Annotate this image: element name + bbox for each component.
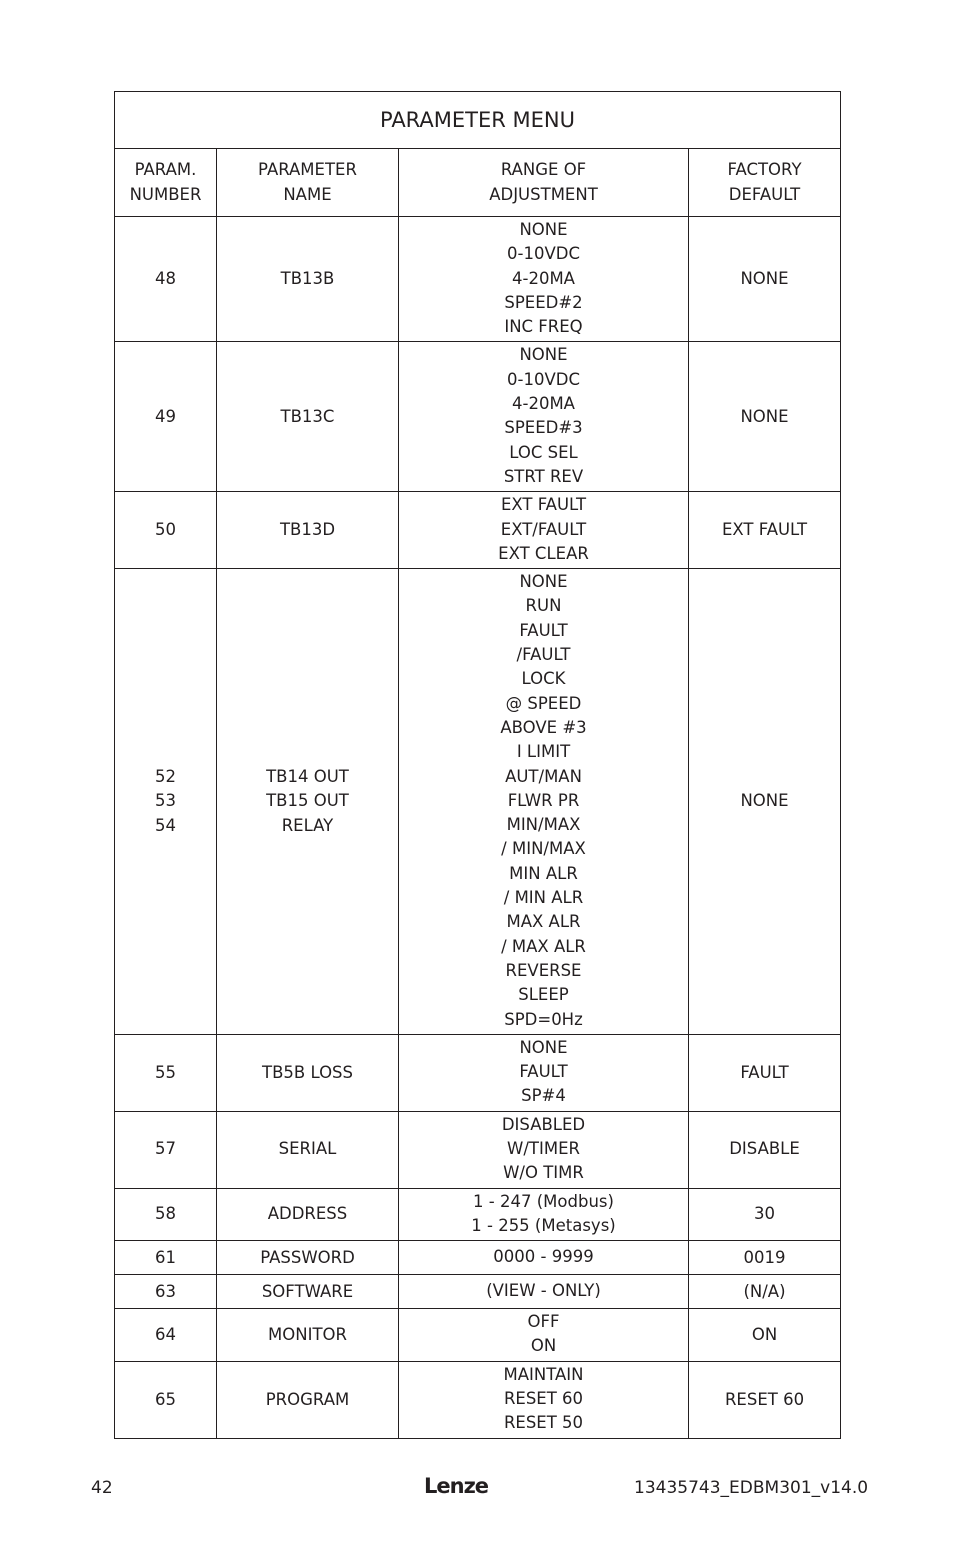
- param-name-cell: [217, 1241, 399, 1275]
- header-line: RANGE OF: [500, 160, 587, 180]
- table-row: [115, 1361, 841, 1438]
- param-number-cell-line: 54: [155, 815, 176, 835]
- range-cell-line: W/TIMER: [507, 1138, 580, 1158]
- param-number-cell: [115, 217, 217, 342]
- range-cell-line: MIN ALR: [509, 863, 578, 883]
- range-cell: [399, 342, 689, 492]
- factory-default-cell: 30: [689, 1188, 841, 1241]
- range-cell: [399, 1034, 689, 1111]
- param-number-header: [115, 149, 217, 217]
- range-cell: [399, 492, 689, 569]
- range-cell-line: 0-10VDC: [507, 244, 580, 264]
- range-cell-line: EXT/FAULT: [500, 519, 587, 539]
- param-number-cell-line: 53: [155, 791, 176, 811]
- factory-default-cell: RESET 60: [689, 1361, 841, 1438]
- range-cell-line: 1 - 247 (Modbus): [473, 1191, 614, 1211]
- table-row: [115, 1241, 841, 1275]
- header-line: PARAM.: [134, 160, 197, 180]
- param-number-cell-line: 58: [155, 1204, 176, 1224]
- param-name-cell-line: PROGRAM: [265, 1389, 350, 1409]
- param-name-cell-line: MONITOR: [268, 1324, 347, 1344]
- range-cell: [399, 1241, 689, 1275]
- range-cell-line: OFF: [527, 1312, 560, 1332]
- factory-default-cell: NONE: [689, 569, 841, 1035]
- parameter-name-header: [217, 149, 399, 217]
- param-name-cell: [217, 569, 399, 1035]
- factory-default-cell: 0019: [689, 1241, 841, 1275]
- range-cell-line: FAULT: [519, 1062, 568, 1082]
- range-cell-line: @ SPEED: [505, 693, 582, 713]
- table-row: [115, 1034, 841, 1111]
- range-cell-line: EXT CLEAR: [498, 543, 589, 563]
- factory-default-cell: (N/A): [689, 1275, 841, 1309]
- range-cell-line: I LIMIT: [516, 742, 571, 762]
- range-cell-line: RESET 60: [503, 1389, 584, 1409]
- factory-default-cell: EXT FAULT: [689, 492, 841, 569]
- lenze-logo: Lenze: [424, 1474, 489, 1498]
- table-row: [115, 342, 841, 492]
- table-row: [115, 1188, 841, 1241]
- param-number-cell-line: 65: [155, 1389, 176, 1409]
- range-cell-line: / MAX ALR: [501, 936, 586, 956]
- factory-default-cell: NONE: [689, 217, 841, 342]
- param-name-cell-line: TB13D: [279, 520, 336, 540]
- document-id: 13435743_EDBM301_v14.0: [634, 1478, 869, 1498]
- param-number-cell-line: 52: [155, 767, 176, 787]
- range-cell-line: RUN: [525, 596, 562, 616]
- range-cell-line: SP#4: [521, 1086, 566, 1106]
- param-number-cell: [115, 1275, 217, 1309]
- range-cell-line: DISABLED: [501, 1114, 586, 1134]
- header-row: [115, 149, 841, 217]
- range-cell-line: SPEED#2: [504, 292, 583, 312]
- table-row: [115, 1309, 841, 1362]
- param-number-cell-line: 57: [155, 1139, 176, 1159]
- table-row: [115, 1275, 841, 1309]
- param-number-cell-line: 49: [155, 406, 176, 426]
- table-row: [115, 1111, 841, 1188]
- table-body: [115, 217, 841, 1439]
- param-number-cell-line: 63: [155, 1281, 176, 1301]
- range-cell-line: SPD=0Hz: [504, 1009, 583, 1029]
- param-number-cell-line: 64: [155, 1324, 176, 1344]
- range-cell-line: 1 - 255 (Metasys): [471, 1215, 616, 1235]
- range-cell-line: LOCK: [521, 669, 566, 689]
- factory-default-cell: ON: [689, 1309, 841, 1362]
- range-cell: [399, 1309, 689, 1362]
- factory-default-header: [689, 149, 841, 217]
- range-cell-line: ABOVE #3: [500, 717, 587, 737]
- range-cell: [399, 1188, 689, 1241]
- param-name-cell-line: PASSWORD: [260, 1247, 355, 1267]
- param-number-cell: [115, 1309, 217, 1362]
- param-name-cell-line: ADDRESS: [267, 1204, 348, 1224]
- header-line: DEFAULT: [728, 184, 801, 204]
- header-line: ADJUSTMENT: [489, 184, 598, 204]
- range-cell-line: NONE: [519, 345, 568, 365]
- range-cell: [399, 1275, 689, 1309]
- range-cell-line: MAINTAIN: [503, 1364, 584, 1384]
- range-cell-line: 0-10VDC: [507, 369, 580, 389]
- param-name-cell: [217, 217, 399, 342]
- param-number-cell: [115, 1361, 217, 1438]
- page-number: 42: [91, 1478, 113, 1498]
- param-name-cell-line: TB5B LOSS: [262, 1062, 353, 1082]
- range-cell: [399, 217, 689, 342]
- range-cell-line: MIN/MAX: [506, 815, 581, 835]
- param-number-cell: [115, 342, 217, 492]
- range-cell-line: FAULT: [519, 620, 568, 640]
- param-number-cell: [115, 492, 217, 569]
- header-line: FACTORY: [727, 160, 802, 180]
- table-row: [115, 492, 841, 569]
- param-number-cell: [115, 1188, 217, 1241]
- range-cell-line: STRT REV: [503, 466, 584, 486]
- param-number-cell-line: 61: [155, 1247, 176, 1267]
- range-cell-line: 4-20MA: [512, 268, 575, 288]
- param-name-cell-line: RELAY: [281, 815, 334, 835]
- range-cell-line: LOC SEL: [509, 442, 578, 462]
- param-number-cell: [115, 1111, 217, 1188]
- range-cell-line: /FAULT: [516, 645, 571, 665]
- param-name-cell: [217, 1034, 399, 1111]
- header-line: NAME: [283, 184, 332, 204]
- factory-default-cell: FAULT: [689, 1034, 841, 1111]
- range-cell-line: 4-20MA: [512, 394, 575, 414]
- range-cell-line: / MIN/MAX: [501, 839, 586, 859]
- range-cell-line: NONE: [519, 1037, 568, 1057]
- range-cell-line: MAX ALR: [506, 912, 581, 932]
- range-cell: [399, 1361, 689, 1438]
- range-cell-line: RESET 50: [503, 1413, 584, 1433]
- param-number-cell-line: 48: [155, 269, 176, 289]
- param-name-cell: [217, 1309, 399, 1362]
- range-cell: [399, 569, 689, 1035]
- param-name-cell-line: SOFTWARE: [261, 1281, 354, 1301]
- range-cell-line: / MIN ALR: [503, 888, 584, 908]
- param-number-cell-line: 50: [155, 520, 176, 540]
- param-name-cell: [217, 342, 399, 492]
- range-cell-line: ON: [530, 1336, 557, 1356]
- factory-default-cell: DISABLE: [689, 1111, 841, 1188]
- table-row: [115, 217, 841, 342]
- range-cell-line: AUT/MAN: [505, 766, 582, 786]
- range-header: [399, 149, 689, 217]
- param-name-cell-line: TB15 OUT: [266, 791, 349, 811]
- header-line: PARAMETER: [258, 160, 357, 180]
- param-number-cell-line: 55: [155, 1062, 176, 1082]
- param-name-cell: [217, 1111, 399, 1188]
- param-name-cell: [217, 1188, 399, 1241]
- param-number-cell: [115, 1241, 217, 1275]
- range-cell-line: (VIEW - ONLY): [486, 1281, 601, 1301]
- table-row: [115, 569, 841, 1035]
- range-cell-line: SPEED#3: [504, 418, 583, 438]
- range-cell-line: NONE: [519, 572, 568, 592]
- param-name-cell-line: TB14 OUT: [266, 767, 349, 787]
- param-name-cell: [217, 1275, 399, 1309]
- range-cell-line: INC FREQ: [504, 317, 583, 337]
- range-cell-line: EXT FAULT: [500, 495, 587, 515]
- param-number-cell: [115, 569, 217, 1035]
- param-name-cell: [217, 492, 399, 569]
- factory-default-cell: NONE: [689, 342, 841, 492]
- table-title: PARAMETER MENU: [115, 92, 841, 149]
- range-cell-line: NONE: [519, 220, 568, 239]
- param-name-cell-line: TB13C: [280, 406, 335, 426]
- param-name-cell-line: TB13B: [280, 269, 335, 289]
- range-cell: [399, 1111, 689, 1188]
- range-cell-line: SLEEP: [518, 985, 569, 1005]
- param-number-cell: [115, 1034, 217, 1111]
- range-cell-line: REVERSE: [505, 960, 582, 980]
- param-name-cell: [217, 1361, 399, 1438]
- range-cell-line: FLWR PR: [507, 790, 580, 810]
- param-name-cell-line: SERIAL: [278, 1139, 337, 1159]
- parameter-menu-table: [114, 91, 841, 1439]
- header-line: NUMBER: [129, 184, 202, 204]
- range-cell-line: W/O TIMR: [503, 1163, 584, 1183]
- range-cell-line: 0000 - 9999: [493, 1247, 594, 1267]
